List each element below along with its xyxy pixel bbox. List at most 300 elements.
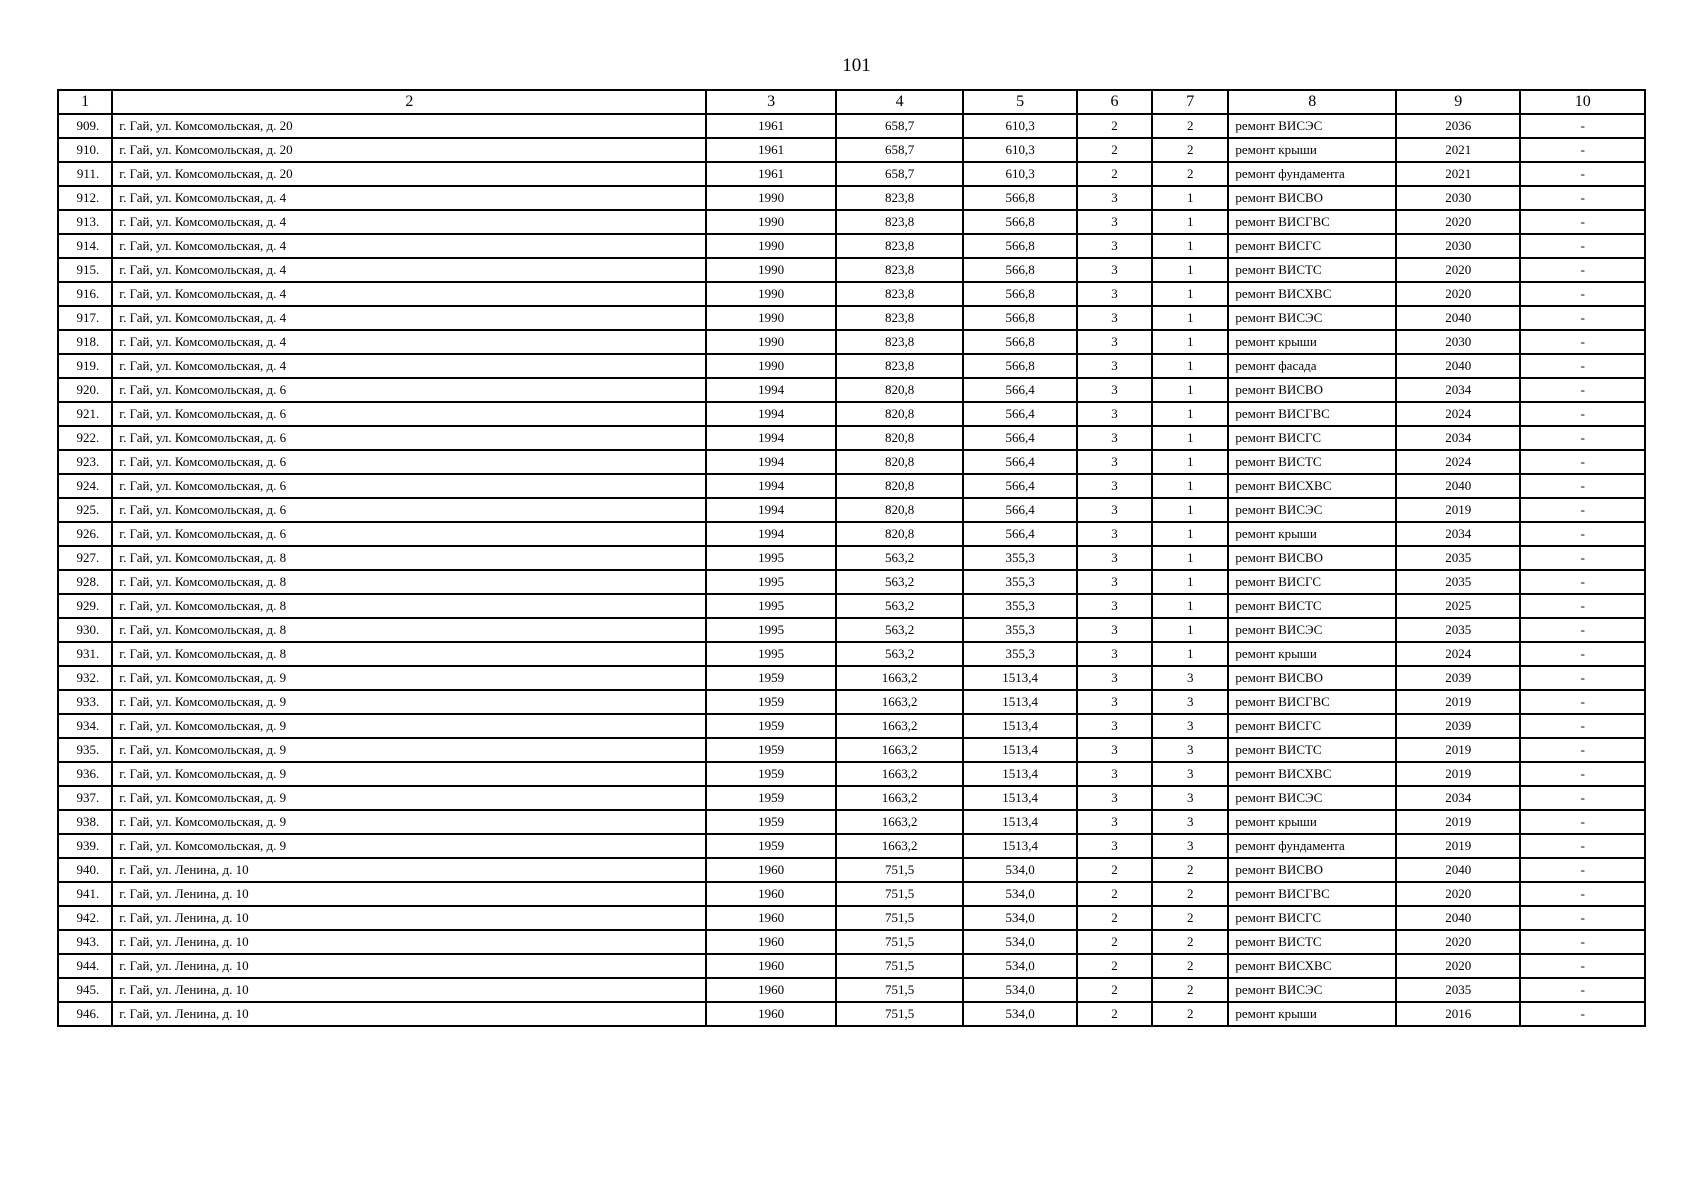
year-built-cell: 1959 [706, 834, 835, 858]
entrances-cell: 2 [1152, 114, 1228, 138]
address-cell: г. Гай, ул. Комсомольская, д. 9 [112, 690, 706, 714]
total-area-cell: 823,8 [836, 234, 963, 258]
entrances-cell: 1 [1152, 618, 1228, 642]
planned-year-cell: 2035 [1396, 546, 1520, 570]
table-row [58, 378, 1645, 402]
planned-year-cell: 2019 [1396, 810, 1520, 834]
entrances-cell: 2 [1152, 954, 1228, 978]
col-10-value-cell: - [1520, 162, 1645, 186]
work-type-cell: ремонт ВИСЭС [1228, 498, 1396, 522]
entrances-cell: 2 [1152, 858, 1228, 882]
planned-year-cell: 2034 [1396, 426, 1520, 450]
planned-year-cell: 2036 [1396, 114, 1520, 138]
col-10-value-cell: - [1520, 978, 1645, 1002]
work-type-cell: ремонт ВИСГС [1228, 426, 1396, 450]
living-area-cell: 566,8 [963, 234, 1076, 258]
work-type-cell: ремонт ВИСЭС [1228, 618, 1396, 642]
col-10-value-cell: - [1520, 906, 1645, 930]
floors-cell: 3 [1077, 570, 1152, 594]
column-header-1: 1 [58, 90, 112, 114]
col-10-value-cell: - [1520, 378, 1645, 402]
living-area-cell: 566,8 [963, 186, 1076, 210]
address-cell: г. Гай, ул. Комсомольская, д. 9 [112, 762, 706, 786]
floors-cell: 3 [1077, 330, 1152, 354]
floors-cell: 3 [1077, 834, 1152, 858]
col-10-value-cell: - [1520, 570, 1645, 594]
floors-cell: 3 [1077, 714, 1152, 738]
address-cell: г. Гай, ул. Комсомольская, д. 8 [112, 618, 706, 642]
row-number-cell: 915. [58, 258, 112, 282]
col-10-value-cell: - [1520, 426, 1645, 450]
year-built-cell: 1995 [706, 570, 835, 594]
address-cell: г. Гай, ул. Комсомольская, д. 9 [112, 666, 706, 690]
planned-year-cell: 2035 [1396, 570, 1520, 594]
address-cell: г. Гай, ул. Комсомольская, д. 8 [112, 546, 706, 570]
work-type-cell: ремонт ВИСГС [1228, 570, 1396, 594]
total-area-cell: 1663,2 [836, 666, 963, 690]
living-area-cell: 534,0 [963, 1002, 1076, 1026]
work-type-cell: ремонт ВИСХВС [1228, 954, 1396, 978]
living-area-cell: 1513,4 [963, 690, 1076, 714]
total-area-cell: 823,8 [836, 354, 963, 378]
table-row [58, 858, 1645, 882]
planned-year-cell: 2024 [1396, 402, 1520, 426]
living-area-cell: 355,3 [963, 546, 1076, 570]
column-header-row [58, 90, 1645, 114]
year-built-cell: 1995 [706, 594, 835, 618]
year-built-cell: 1959 [706, 666, 835, 690]
year-built-cell: 1961 [706, 162, 835, 186]
row-number-cell: 935. [58, 738, 112, 762]
table-row [58, 594, 1645, 618]
address-cell: г. Гай, ул. Комсомольская, д. 20 [112, 162, 706, 186]
floors-cell: 2 [1077, 114, 1152, 138]
work-type-cell: ремонт ВИСГВС [1228, 882, 1396, 906]
floors-cell: 3 [1077, 498, 1152, 522]
row-number-cell: 909. [58, 114, 112, 138]
floors-cell: 2 [1077, 138, 1152, 162]
year-built-cell: 1959 [706, 786, 835, 810]
table-row [58, 186, 1645, 210]
total-area-cell: 563,2 [836, 546, 963, 570]
row-number-cell: 944. [58, 954, 112, 978]
planned-year-cell: 2019 [1396, 834, 1520, 858]
table-row [58, 498, 1645, 522]
column-header-10: 10 [1520, 90, 1645, 114]
entrances-cell: 3 [1152, 834, 1228, 858]
entrances-cell: 1 [1152, 378, 1228, 402]
col-10-value-cell: - [1520, 666, 1645, 690]
row-number-cell: 927. [58, 546, 112, 570]
floors-cell: 2 [1077, 954, 1152, 978]
planned-year-cell: 2016 [1396, 1002, 1520, 1026]
floors-cell: 3 [1077, 810, 1152, 834]
total-area-cell: 823,8 [836, 186, 963, 210]
entrances-cell: 3 [1152, 690, 1228, 714]
column-header-4: 4 [836, 90, 963, 114]
floors-cell: 3 [1077, 402, 1152, 426]
table-row [58, 834, 1645, 858]
row-number-cell: 933. [58, 690, 112, 714]
total-area-cell: 823,8 [836, 306, 963, 330]
planned-year-cell: 2020 [1396, 210, 1520, 234]
address-cell: г. Гай, ул. Комсомольская, д. 4 [112, 210, 706, 234]
work-type-cell: ремонт ВИСГВС [1228, 690, 1396, 714]
entrances-cell: 1 [1152, 426, 1228, 450]
entrances-cell: 1 [1152, 642, 1228, 666]
work-type-cell: ремонт фундамента [1228, 162, 1396, 186]
entrances-cell: 3 [1152, 666, 1228, 690]
planned-year-cell: 2034 [1396, 786, 1520, 810]
table-row [58, 762, 1645, 786]
floors-cell: 3 [1077, 594, 1152, 618]
col-10-value-cell: - [1520, 738, 1645, 762]
floors-cell: 3 [1077, 642, 1152, 666]
address-cell: г. Гай, ул. Ленина, д. 10 [112, 978, 706, 1002]
planned-year-cell: 2034 [1396, 522, 1520, 546]
work-type-cell: ремонт ВИСГВС [1228, 402, 1396, 426]
living-area-cell: 1513,4 [963, 786, 1076, 810]
work-type-cell: ремонт крыши [1228, 810, 1396, 834]
year-built-cell: 1961 [706, 138, 835, 162]
living-area-cell: 566,4 [963, 498, 1076, 522]
total-area-cell: 563,2 [836, 570, 963, 594]
col-10-value-cell: - [1520, 306, 1645, 330]
table-row [58, 714, 1645, 738]
col-10-value-cell: - [1520, 282, 1645, 306]
table-row [58, 450, 1645, 474]
row-number-cell: 938. [58, 810, 112, 834]
planned-year-cell: 2020 [1396, 282, 1520, 306]
table-row [58, 978, 1645, 1002]
row-number-cell: 937. [58, 786, 112, 810]
living-area-cell: 534,0 [963, 882, 1076, 906]
entrances-cell: 2 [1152, 138, 1228, 162]
col-10-value-cell: - [1520, 210, 1645, 234]
work-type-cell: ремонт ВИСЭС [1228, 786, 1396, 810]
planned-year-cell: 2021 [1396, 162, 1520, 186]
total-area-cell: 820,8 [836, 522, 963, 546]
living-area-cell: 610,3 [963, 114, 1076, 138]
total-area-cell: 1663,2 [836, 690, 963, 714]
address-cell: г. Гай, ул. Комсомольская, д. 6 [112, 378, 706, 402]
row-number-cell: 920. [58, 378, 112, 402]
address-cell: г. Гай, ул. Комсомольская, д. 6 [112, 426, 706, 450]
row-number-cell: 917. [58, 306, 112, 330]
table-row [58, 570, 1645, 594]
year-built-cell: 1959 [706, 690, 835, 714]
work-type-cell: ремонт ВИСВО [1228, 858, 1396, 882]
table-row [58, 690, 1645, 714]
repair-schedule-table [57, 89, 1646, 1027]
row-number-cell: 919. [58, 354, 112, 378]
living-area-cell: 355,3 [963, 618, 1076, 642]
total-area-cell: 820,8 [836, 378, 963, 402]
work-type-cell: ремонт ВИСВО [1228, 378, 1396, 402]
col-10-value-cell: - [1520, 354, 1645, 378]
table-row [58, 402, 1645, 426]
planned-year-cell: 2040 [1396, 354, 1520, 378]
year-built-cell: 1959 [706, 738, 835, 762]
address-cell: г. Гай, ул. Комсомольская, д. 6 [112, 498, 706, 522]
planned-year-cell: 2021 [1396, 138, 1520, 162]
address-cell: г. Гай, ул. Комсомольская, д. 4 [112, 306, 706, 330]
year-built-cell: 1960 [706, 858, 835, 882]
row-number-cell: 931. [58, 642, 112, 666]
table-row [58, 786, 1645, 810]
year-built-cell: 1990 [706, 306, 835, 330]
row-number-cell: 913. [58, 210, 112, 234]
year-built-cell: 1961 [706, 114, 835, 138]
work-type-cell: ремонт крыши [1228, 138, 1396, 162]
floors-cell: 2 [1077, 162, 1152, 186]
work-type-cell: ремонт ВИСЭС [1228, 306, 1396, 330]
year-built-cell: 1994 [706, 450, 835, 474]
row-number-cell: 945. [58, 978, 112, 1002]
work-type-cell: ремонт ВИСЭС [1228, 114, 1396, 138]
total-area-cell: 820,8 [836, 474, 963, 498]
planned-year-cell: 2019 [1396, 762, 1520, 786]
entrances-cell: 1 [1152, 210, 1228, 234]
total-area-cell: 1663,2 [836, 762, 963, 786]
column-header-6: 6 [1077, 90, 1152, 114]
living-area-cell: 610,3 [963, 162, 1076, 186]
floors-cell: 3 [1077, 354, 1152, 378]
address-cell: г. Гай, ул. Комсомольская, д. 8 [112, 642, 706, 666]
table-row [58, 810, 1645, 834]
floors-cell: 3 [1077, 786, 1152, 810]
work-type-cell: ремонт крыши [1228, 1002, 1396, 1026]
entrances-cell: 2 [1152, 882, 1228, 906]
year-built-cell: 1994 [706, 402, 835, 426]
total-area-cell: 1663,2 [836, 714, 963, 738]
floors-cell: 3 [1077, 210, 1152, 234]
year-built-cell: 1990 [706, 354, 835, 378]
address-cell: г. Гай, ул. Комсомольская, д. 6 [112, 402, 706, 426]
living-area-cell: 355,3 [963, 594, 1076, 618]
entrances-cell: 1 [1152, 450, 1228, 474]
work-type-cell: ремонт фасада [1228, 354, 1396, 378]
year-built-cell: 1960 [706, 882, 835, 906]
planned-year-cell: 2020 [1396, 930, 1520, 954]
year-built-cell: 1990 [706, 186, 835, 210]
living-area-cell: 1513,4 [963, 810, 1076, 834]
living-area-cell: 355,3 [963, 570, 1076, 594]
address-cell: г. Гай, ул. Комсомольская, д. 4 [112, 186, 706, 210]
floors-cell: 3 [1077, 546, 1152, 570]
total-area-cell: 823,8 [836, 258, 963, 282]
entrances-cell: 1 [1152, 354, 1228, 378]
year-built-cell: 1990 [706, 282, 835, 306]
address-cell: г. Гай, ул. Комсомольская, д. 9 [112, 834, 706, 858]
floors-cell: 3 [1077, 306, 1152, 330]
col-10-value-cell: - [1520, 330, 1645, 354]
living-area-cell: 566,8 [963, 258, 1076, 282]
planned-year-cell: 2019 [1396, 690, 1520, 714]
column-header-9: 9 [1396, 90, 1520, 114]
col-10-value-cell: - [1520, 234, 1645, 258]
work-type-cell: ремонт ВИСВО [1228, 186, 1396, 210]
planned-year-cell: 2040 [1396, 858, 1520, 882]
year-built-cell: 1960 [706, 978, 835, 1002]
work-type-cell: ремонт ВИСТС [1228, 930, 1396, 954]
planned-year-cell: 2019 [1396, 498, 1520, 522]
table-row [58, 618, 1645, 642]
living-area-cell: 1513,4 [963, 738, 1076, 762]
table-row [58, 666, 1645, 690]
address-cell: г. Гай, ул. Ленина, д. 10 [112, 858, 706, 882]
work-type-cell: ремонт ВИСТС [1228, 450, 1396, 474]
table-row [58, 306, 1645, 330]
living-area-cell: 1513,4 [963, 714, 1076, 738]
entrances-cell: 3 [1152, 810, 1228, 834]
year-built-cell: 1990 [706, 234, 835, 258]
table-row [58, 522, 1645, 546]
row-number-cell: 922. [58, 426, 112, 450]
work-type-cell: ремонт ВИСГС [1228, 906, 1396, 930]
floors-cell: 3 [1077, 426, 1152, 450]
floors-cell: 3 [1077, 690, 1152, 714]
total-area-cell: 751,5 [836, 882, 963, 906]
row-number-cell: 914. [58, 234, 112, 258]
address-cell: г. Гай, ул. Комсомольская, д. 4 [112, 354, 706, 378]
floors-cell: 2 [1077, 882, 1152, 906]
planned-year-cell: 2034 [1396, 378, 1520, 402]
address-cell: г. Гай, ул. Ленина, д. 10 [112, 1002, 706, 1026]
row-number-cell: 932. [58, 666, 112, 690]
table-row [58, 1002, 1645, 1026]
address-cell: г. Гай, ул. Комсомольская, д. 20 [112, 138, 706, 162]
row-number-cell: 936. [58, 762, 112, 786]
planned-year-cell: 2020 [1396, 954, 1520, 978]
year-built-cell: 1994 [706, 498, 835, 522]
year-built-cell: 1994 [706, 522, 835, 546]
work-type-cell: ремонт ВИСВО [1228, 546, 1396, 570]
year-built-cell: 1994 [706, 378, 835, 402]
year-built-cell: 1959 [706, 810, 835, 834]
floors-cell: 3 [1077, 450, 1152, 474]
living-area-cell: 566,4 [963, 450, 1076, 474]
floors-cell: 3 [1077, 666, 1152, 690]
entrances-cell: 1 [1152, 402, 1228, 426]
total-area-cell: 658,7 [836, 114, 963, 138]
year-built-cell: 1994 [706, 474, 835, 498]
table-row [58, 642, 1645, 666]
total-area-cell: 658,7 [836, 162, 963, 186]
living-area-cell: 534,0 [963, 930, 1076, 954]
table-row [58, 954, 1645, 978]
total-area-cell: 820,8 [836, 450, 963, 474]
total-area-cell: 563,2 [836, 642, 963, 666]
floors-cell: 3 [1077, 378, 1152, 402]
row-number-cell: 943. [58, 930, 112, 954]
work-type-cell: ремонт фундамента [1228, 834, 1396, 858]
col-10-value-cell: - [1520, 786, 1645, 810]
year-built-cell: 1960 [706, 1002, 835, 1026]
row-number-cell: 912. [58, 186, 112, 210]
entrances-cell: 1 [1152, 546, 1228, 570]
living-area-cell: 1513,4 [963, 762, 1076, 786]
floors-cell: 3 [1077, 186, 1152, 210]
planned-year-cell: 2020 [1396, 258, 1520, 282]
total-area-cell: 751,5 [836, 1002, 963, 1026]
col-10-value-cell: - [1520, 882, 1645, 906]
living-area-cell: 566,8 [963, 210, 1076, 234]
total-area-cell: 823,8 [836, 210, 963, 234]
work-type-cell: ремонт ВИСХВС [1228, 282, 1396, 306]
col-10-value-cell: - [1520, 954, 1645, 978]
living-area-cell: 566,4 [963, 426, 1076, 450]
work-type-cell: ремонт ВИСВО [1228, 666, 1396, 690]
total-area-cell: 1663,2 [836, 810, 963, 834]
row-number-cell: 946. [58, 1002, 112, 1026]
entrances-cell: 3 [1152, 714, 1228, 738]
entrances-cell: 2 [1152, 978, 1228, 1002]
total-area-cell: 751,5 [836, 954, 963, 978]
floors-cell: 3 [1077, 234, 1152, 258]
total-area-cell: 820,8 [836, 498, 963, 522]
row-number-cell: 923. [58, 450, 112, 474]
address-cell: г. Гай, ул. Комсомольская, д. 20 [112, 114, 706, 138]
year-built-cell: 1960 [706, 930, 835, 954]
col-10-value-cell: - [1520, 834, 1645, 858]
table-row [58, 138, 1645, 162]
column-header-3: 3 [706, 90, 835, 114]
total-area-cell: 823,8 [836, 282, 963, 306]
col-10-value-cell: - [1520, 114, 1645, 138]
entrances-cell: 3 [1152, 762, 1228, 786]
col-10-value-cell: - [1520, 690, 1645, 714]
year-built-cell: 1995 [706, 618, 835, 642]
table-row [58, 258, 1645, 282]
floors-cell: 3 [1077, 474, 1152, 498]
work-type-cell: ремонт крыши [1228, 642, 1396, 666]
row-number-cell: 916. [58, 282, 112, 306]
table-row [58, 234, 1645, 258]
row-number-cell: 940. [58, 858, 112, 882]
table-row [58, 474, 1645, 498]
living-area-cell: 566,8 [963, 306, 1076, 330]
row-number-cell: 929. [58, 594, 112, 618]
living-area-cell: 1513,4 [963, 666, 1076, 690]
work-type-cell: ремонт ВИСГС [1228, 234, 1396, 258]
work-type-cell: ремонт крыши [1228, 522, 1396, 546]
living-area-cell: 534,0 [963, 858, 1076, 882]
work-type-cell: ремонт ВИСХВС [1228, 474, 1396, 498]
entrances-cell: 1 [1152, 282, 1228, 306]
floors-cell: 3 [1077, 762, 1152, 786]
entrances-cell: 1 [1152, 330, 1228, 354]
work-type-cell: ремонт ВИСТС [1228, 738, 1396, 762]
address-cell: г. Гай, ул. Комсомольская, д. 4 [112, 258, 706, 282]
col-10-value-cell: - [1520, 1002, 1645, 1026]
col-10-value-cell: - [1520, 594, 1645, 618]
address-cell: г. Гай, ул. Комсомольская, д. 4 [112, 282, 706, 306]
floors-cell: 3 [1077, 738, 1152, 762]
address-cell: г. Гай, ул. Комсомольская, д. 9 [112, 738, 706, 762]
entrances-cell: 1 [1152, 474, 1228, 498]
total-area-cell: 823,8 [836, 330, 963, 354]
col-10-value-cell: - [1520, 498, 1645, 522]
work-type-cell: ремонт крыши [1228, 330, 1396, 354]
total-area-cell: 563,2 [836, 618, 963, 642]
living-area-cell: 1513,4 [963, 834, 1076, 858]
table-row [58, 882, 1645, 906]
col-10-value-cell: - [1520, 762, 1645, 786]
living-area-cell: 566,4 [963, 474, 1076, 498]
address-cell: г. Гай, ул. Комсомольская, д. 6 [112, 474, 706, 498]
year-built-cell: 1990 [706, 210, 835, 234]
